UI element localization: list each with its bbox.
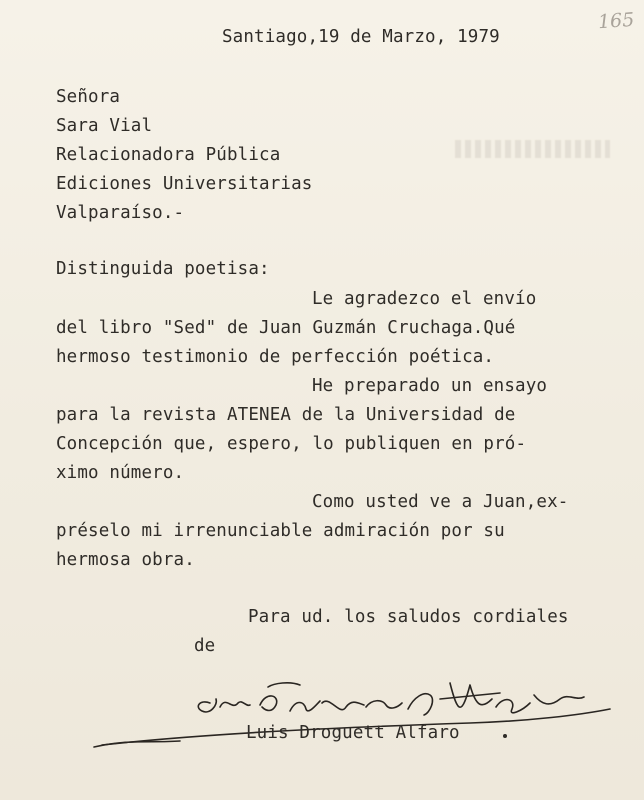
body-line-3: hermoso testimonio de perfección poética. <box>56 347 495 367</box>
closing-line-1: Para ud. los saludos cordiales <box>248 607 569 627</box>
body-line-1: Le agradezco el envío <box>312 289 537 309</box>
recipient-line-2: Sara Vial <box>56 116 153 136</box>
recipient-line-4: Ediciones Universitarias <box>56 174 313 194</box>
letter-date: Santiago,19 de Marzo, 1979 <box>222 27 500 47</box>
salutation: Distinguida poetisa: <box>56 259 270 279</box>
recipient-line-1: Señora <box>56 87 121 107</box>
body-line-4: He preparado un ensayo <box>312 376 548 396</box>
body-line-6: Concepción que, espero, lo publiquen en pró- <box>56 434 527 454</box>
signature-dot <box>503 734 507 738</box>
handwritten-signature <box>90 655 620 765</box>
body-line-9: préselo mi irrenunciable admiración por su <box>56 521 505 541</box>
body-line-8: Como usted ve a Juan,ex- <box>312 492 569 512</box>
archive-number: 165 <box>597 8 635 34</box>
signer-name: Luis Droguett Alfaro <box>246 723 460 743</box>
show-through-marks <box>455 140 610 158</box>
body-line-7: ximo número. <box>56 463 185 483</box>
body-line-10: hermosa obra. <box>56 550 195 570</box>
recipient-line-3: Relacionadora Pública <box>56 145 281 165</box>
recipient-line-5: Valparaíso.- <box>56 203 185 223</box>
body-line-2: del libro "Sed" de Juan Guzmán Cruchaga.Qué <box>56 318 516 338</box>
body-line-5: para la revista ATENEA de la Universidad de <box>56 405 516 425</box>
closing-line-2: de <box>194 636 216 656</box>
